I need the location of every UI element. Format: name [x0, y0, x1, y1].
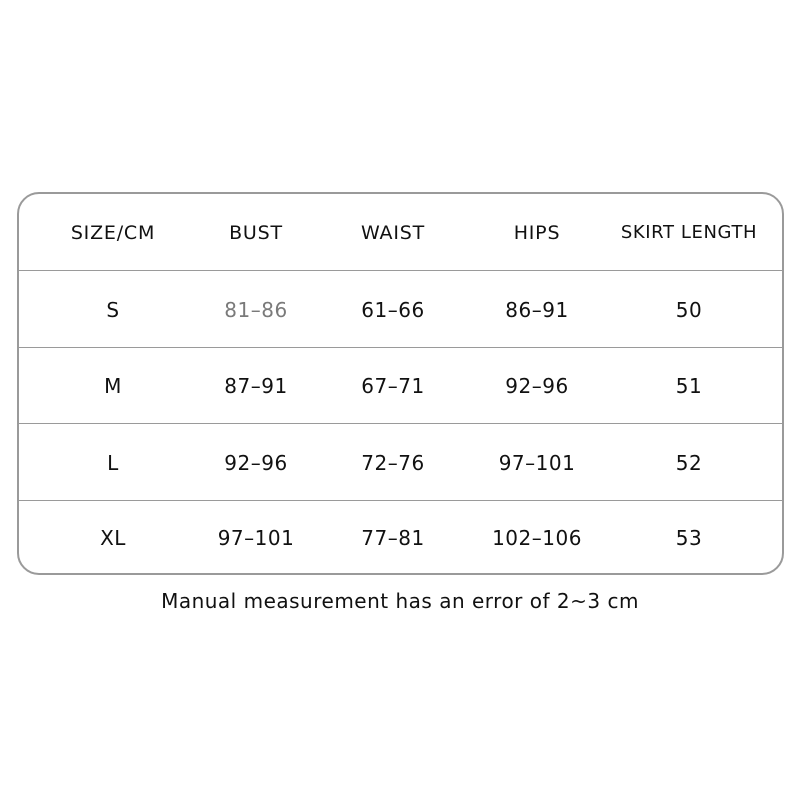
size-cell: L	[107, 450, 119, 475]
waist-cell: 77–81	[361, 526, 425, 550]
size-cell: M	[104, 374, 122, 398]
size-cell: S	[106, 297, 120, 322]
hips-cell: 97–101	[498, 450, 576, 475]
table-row	[19, 348, 782, 424]
skirt-length-cell: 53	[675, 526, 703, 550]
header-skirt-length: SKIRT LENGTH	[620, 222, 758, 243]
waist-cell: 67–71	[361, 374, 425, 398]
bust-cell: 97–101	[217, 526, 295, 550]
table-row	[19, 501, 782, 575]
measurement-note: Manual measurement has an error of 2~3 cm	[161, 589, 639, 613]
header-hips: HIPS	[513, 221, 561, 244]
bust-cell: 87–91	[224, 374, 288, 398]
table-header-row	[19, 194, 782, 271]
size-cell: XL	[100, 526, 126, 550]
size-chart-table	[17, 192, 784, 575]
header-waist: WAIST	[360, 221, 426, 244]
hips-cell: 92–96	[505, 374, 569, 398]
waist-cell: 61–66	[361, 297, 425, 322]
skirt-length-cell: 52	[675, 450, 703, 475]
bust-cell: 92–96	[224, 450, 288, 475]
bust-cell: 81–86	[224, 297, 288, 322]
skirt-length-cell: 50	[675, 297, 703, 322]
table-row	[19, 271, 782, 348]
header-size: SIZE/CM	[70, 221, 156, 244]
table-row	[19, 424, 782, 501]
hips-cell: 86–91	[505, 297, 569, 322]
header-bust: BUST	[229, 221, 283, 244]
skirt-length-cell: 51	[675, 374, 703, 398]
hips-cell: 102–106	[492, 526, 582, 550]
waist-cell: 72–76	[361, 450, 425, 475]
